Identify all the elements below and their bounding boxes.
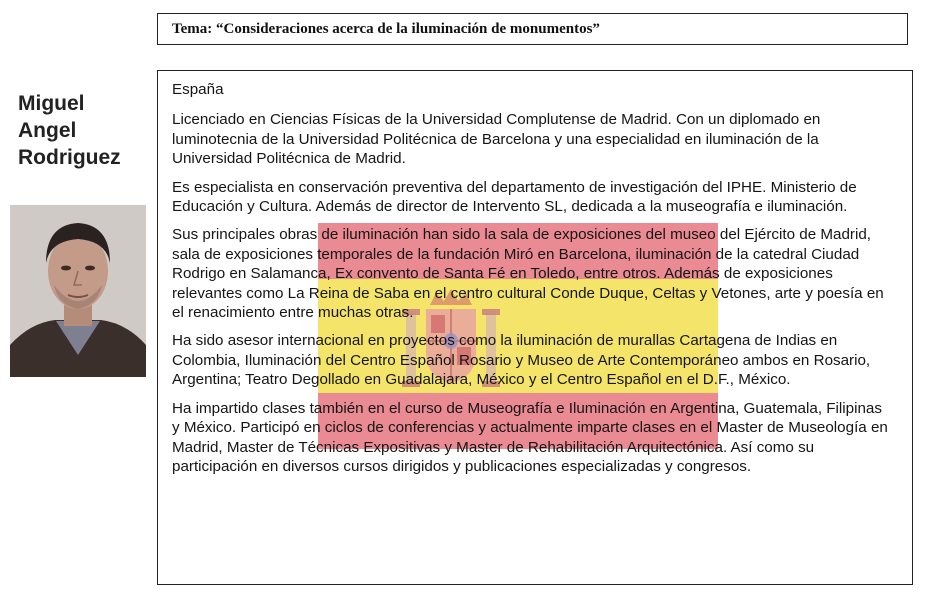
bio-paragraph-education: Licenciado en Ciencias Físicas de la Universidad Complutense de Madrid. Con un diplomado en luminotecnia de la Universidad Politécnica de Barcelona y una especialidad en iluminación de la Universidad Politécnica de Madrid. [172,111,821,168]
name-line-last: Rodriguez [18,146,121,169]
portrait-photo-icon [10,205,146,377]
bio-paragraph-international: Ha sido asesor internacional en proyectos como la iluminación de murallas Cartagena de Indias en Colombia, Iluminación del Centro Español Rosario y Museo de Arte Contemporáneo ambos en Rosario, Argentina; Teatro Degollado en Guadalajara, México y el Centro Español en el D.F., México. [172,332,871,389]
topic-box [157,13,908,45]
bio-paragraph-current-role: Es especialista en conservación preventiva del departamento de investigación del IPHE. Ministerio de Educación y Cultura. Además de director de Intervento SL, dedicada a la museografía e iluminación. [172,178,857,216]
bio-paragraph-main-works: Sus principales obras de iluminación han sido la sala de exposiciones del museo del Ejército de Madrid, sala de exposiciones temporales de la fundación Miró en Barcelona, iluminación de la catedral Ciudad Rodrigo en Salamanca, Ex convento de Santa Fé en Toledo, entre otros. Además de exposiciones relevantes como La Reina de Saba en el centro cultural Conde Duque, Celtas y Vetones, arte y poesía en el renacimiento entre muchas otras. [172,226,884,322]
topic-title: Tema: “Consideraciones acerca de la iluminación de monumentos” [172,20,600,37]
speaker-name [18,90,148,171]
country-label: España [172,81,224,98]
bio-content [172,80,892,485]
name-line-first: Miguel [18,92,85,115]
bio-paragraph-teaching: Ha impartido clases también en el curso de Museografía e Iluminación en Argentina, Guatemala, Filipinas y México. Participó en ciclos de conferencias y actualmente imparte clases en el Master de Museología en Madrid, Master de Técnicas Expositivas y Master de Rehabilitación Arquitectónica. Así como su participación en diversos cursos dirigidos y publicaciones especializadas y congresos. [172,399,888,475]
name-line-middle: Angel [18,119,77,142]
bio-box [157,70,913,585]
portrait-photo [10,205,146,377]
